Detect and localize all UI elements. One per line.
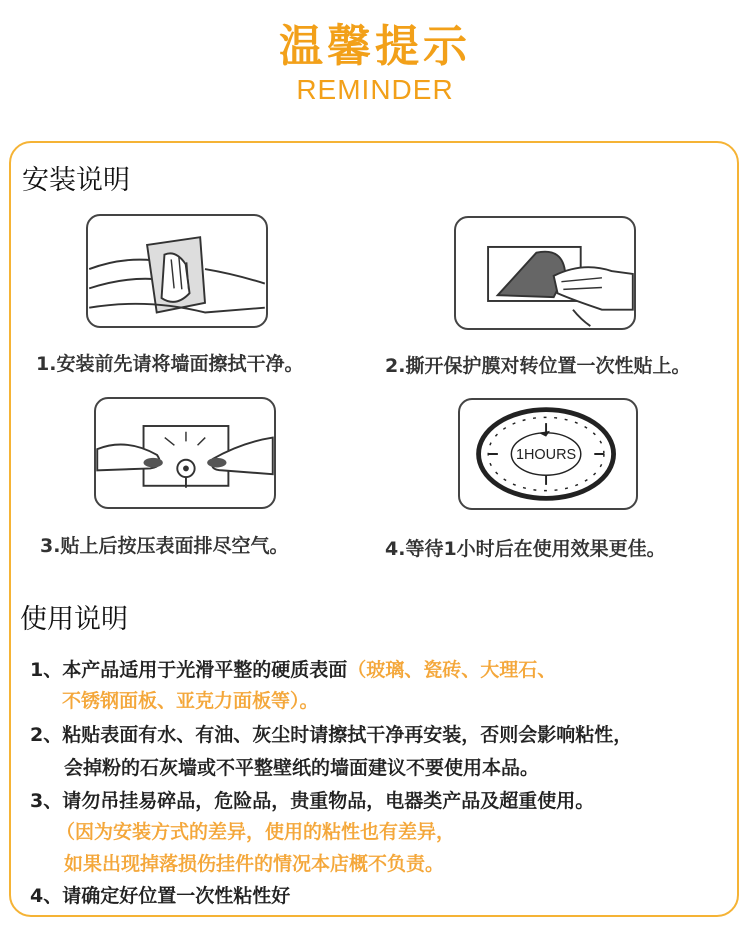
usage-line-1-highlight: （玻璃、瓷砖、大理石、 — [347, 659, 557, 681]
clock-label: 1HOURS — [515, 446, 577, 463]
usage-line-1-text: 1、本产品适用于光滑平整的硬质表面 — [30, 659, 348, 681]
usage-line-1 — [30, 655, 556, 682]
page-title: 温馨提示 — [279, 21, 471, 72]
wipe-wall-icon — [86, 214, 268, 328]
usage-line-7: 如果出现掉落损伤挂件的情况本店概不负责。 — [64, 853, 445, 875]
usage-line-6: （因为安装方式的差异，使用的粘性也有差异， — [56, 821, 456, 843]
page-subtitle: REMINDER — [296, 74, 454, 105]
press-hook-icon — [94, 397, 276, 509]
install-step-3: 3.贴上后按压表面排尽空气。 — [40, 535, 289, 557]
install-step-2: 2.撕开保护膜对转位置一次性贴上。 — [385, 355, 691, 377]
clock-icon — [458, 398, 638, 510]
usage-heading: 使用说明 — [20, 604, 128, 635]
usage-line-4: 会掉粉的石灰墙或不平整壁纸的墙面建议不要使用本品。 — [64, 757, 540, 779]
usage-line-5: 3、请勿吊挂易碎品，危险品，贵重物品，电器类产品及超重使用。 — [30, 790, 595, 812]
install-heading: 安装说明 — [22, 165, 130, 196]
install-step-4: 4.等待1小时后在使用效果更佳。 — [385, 538, 666, 560]
usage-line-8: 4、请确定好位置一次性粘性好 — [30, 885, 291, 907]
usage-line-3: 2、粘贴表面有水、有油、灰尘时请擦拭干净再安装，否则会影响粘性， — [30, 724, 633, 746]
usage-line-2: 不锈钢面板、亚克力面板等）。 — [62, 690, 319, 712]
install-step-1: 1.安装前先请将墙面擦拭干净。 — [36, 353, 304, 375]
peel-film-icon — [454, 216, 636, 330]
